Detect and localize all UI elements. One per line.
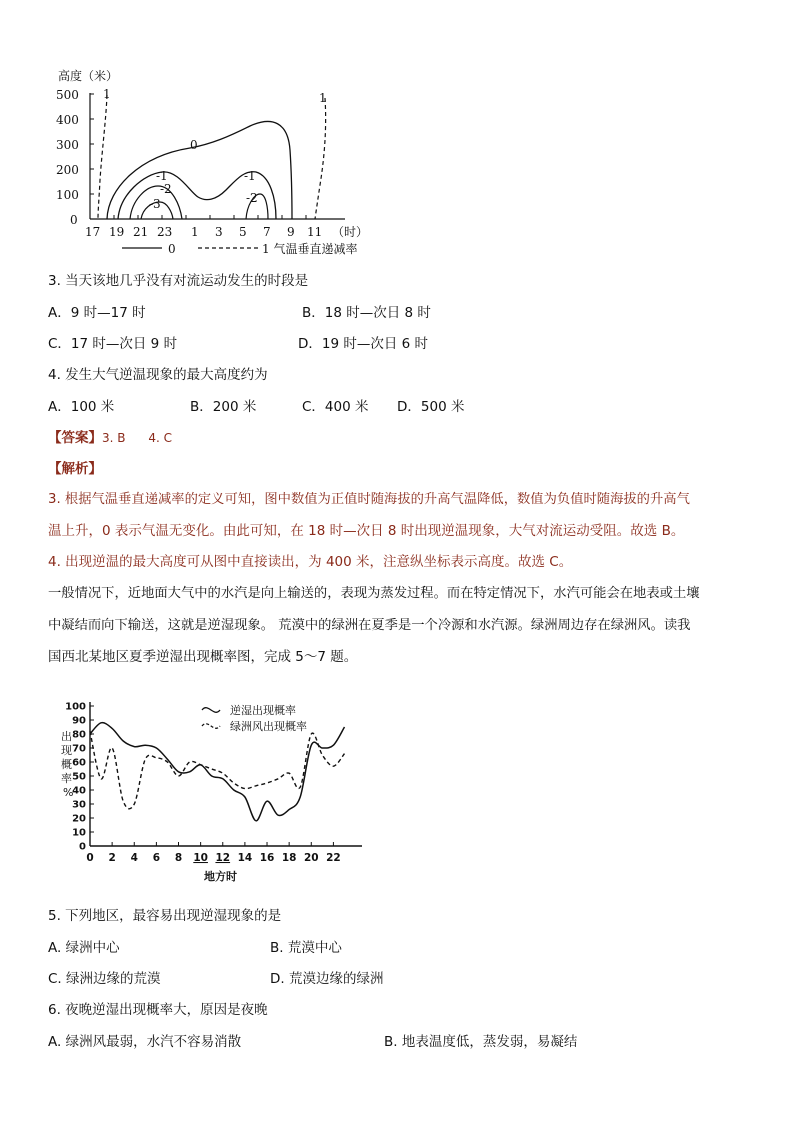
chart2-xtick-label: 22 [326, 852, 341, 864]
chart1-xtick: 21 [133, 225, 149, 239]
chart2-ytick-label: 30 [72, 799, 86, 811]
chart2-ytick-label: 10 [72, 827, 86, 839]
q3-option-b: B．18 时—次日 8 时 [302, 305, 431, 321]
legend-dashed-label: 1 气温垂直递减率 [262, 242, 358, 256]
chart2-ylabel-char: 现 [61, 744, 72, 757]
chart1-ytick: 500 [56, 88, 79, 102]
contour-label: -1 [244, 169, 256, 183]
chart2-xtick-label: 4 [130, 852, 138, 864]
chart1-legend [122, 241, 357, 256]
chart2-xtick-label: 14 [237, 852, 253, 864]
q4-option-d: D．500 米 [397, 399, 465, 415]
q3-stem: 3. 当天该地几乎没有对流运动发生的时段是 [48, 273, 309, 289]
intro-line3: 国西北某地区夏季逆湿出现概率图，完成 5～7 题。 [48, 649, 358, 665]
q4-option-a: A．100 米 [48, 399, 115, 415]
q4-option-b: B．200 米 [190, 399, 257, 415]
q6-option-b: B. 地表温度低，蒸发弱，易凝结 [384, 1034, 578, 1050]
chart2-ytick-label: 50 [72, 771, 86, 783]
q3-option-c: C．17 时—次日 9 时 [48, 336, 178, 352]
q3-option-d: D．19 时—次日 6 时 [298, 336, 429, 352]
analysis-p4: 4. 出现逆温的最大高度可从图中直接读出，为 400 米，注意纵坐标表示高度。故选 C。 [48, 554, 573, 570]
chart1-xtick: 1 [191, 225, 199, 239]
chart2-ytick-label: 0 [79, 841, 86, 853]
chart2-ylabel-char: 出 [61, 730, 72, 743]
contour-label: 0 [190, 138, 198, 152]
q6-option-a: A. 绿洲风最弱，水汽不容易消散 [48, 1034, 242, 1050]
chart2-ylabel-char: 概 [61, 758, 72, 771]
legend-dashed-label: 绿洲风出现概率 [230, 720, 307, 733]
chart2-xlabel: 地方时 [204, 870, 237, 883]
chart2-xtick-label: 12 [215, 852, 231, 864]
chart1-xtick: 23 [157, 225, 173, 239]
answer-block [48, 429, 172, 447]
contour-label: -3 [149, 197, 161, 211]
inverse-humidity-probability-chart [50, 690, 380, 890]
contour-label: -2 [246, 191, 258, 205]
chart2-ylabel-char: 率 [61, 772, 72, 785]
chart2-ytick-label: 70 [72, 743, 86, 755]
chart2-ytick-label: 90 [72, 715, 86, 727]
contour-one-right [315, 98, 326, 219]
q5-option-c: C. 绿洲边缘的荒漠 [48, 971, 161, 987]
q3-option-a: A．9 时—17 时 [48, 305, 146, 321]
analysis-label: 【解析】 [48, 461, 102, 477]
chart2-xtick-label: 10 [193, 852, 208, 864]
chart1-xunit: （时） [332, 225, 369, 239]
analysis-p3-line1: 3. 根据气温垂直递减率的定义可知，图中数值为正值时随海拔的升高气温降低，数值为负值时随海拔的升高气 [48, 492, 690, 507]
chart1-xtick: 19 [109, 225, 125, 239]
chart1-ytick: 200 [56, 163, 79, 177]
q5-option-a: A. 绿洲中心 [48, 940, 120, 956]
chart2-ytick-label: 20 [72, 813, 86, 825]
legend-solid-label: 逆湿出现概率 [230, 704, 296, 717]
contour-label: 1 [103, 87, 111, 101]
analysis-p3-line2: 温上升，0 表示气温无变化。由此可知，在 18 时—次日 8 时出现逆温现象，大气对流运动受阻。故选 B。 [48, 523, 685, 539]
chart2-xtick-label: 18 [281, 852, 297, 864]
contour-one-left [98, 95, 107, 219]
chart1-xtick: 9 [287, 225, 295, 239]
answer-value: 3. B 4. C [102, 431, 173, 445]
chart2-ytick-label: 80 [72, 729, 86, 741]
contour-label: -2 [160, 182, 172, 196]
chart2-ytick-label: 60 [72, 757, 86, 769]
chart2-xtick-label: 8 [174, 852, 183, 864]
chart2-xtick-label: 16 [259, 852, 275, 864]
chart1-xtick: 5 [239, 225, 247, 239]
chart1-xtick: 17 [85, 225, 101, 239]
q5-option-b: B. 荒漠中心 [270, 940, 342, 956]
chart1-xtick: 3 [215, 225, 223, 239]
answer-label: 【答案】 [48, 430, 102, 446]
chart1-xtick: 7 [263, 225, 271, 239]
chart1-ylabel: 高度（米） [58, 69, 119, 83]
chart2-ylabel-char: % [63, 786, 74, 799]
chart2-xtick-label: 6 [152, 852, 161, 864]
q4-option-c: C．400 米 [302, 399, 369, 415]
chart1-y-ticks [56, 88, 94, 227]
chart2-legend [202, 703, 307, 733]
chart1-ytick: 300 [56, 138, 79, 152]
chart2-xtick-label: 20 [303, 852, 319, 864]
chart2-xtick-label: 0 [86, 852, 94, 864]
chart2-x-ticks [86, 842, 340, 864]
series-line-inverse-humidity [90, 723, 345, 821]
chart2-xtick-label: 2 [108, 852, 116, 864]
chart1-xtick: 11 [307, 225, 323, 239]
legend-solid-label: 0 [168, 242, 176, 256]
chart1-ytick: 0 [70, 213, 78, 227]
q5-stem: 5. 下列地区，最容易出现逆湿现象的是 [48, 908, 282, 924]
chart2-ytick-label: 100 [65, 701, 86, 713]
chart2-ytick-label: 40 [72, 785, 86, 797]
q4-stem: 4. 发生大气逆温现象的最大高度约为 [48, 367, 268, 383]
q6-stem: 6. 夜晚逆湿出现概率大，原因是夜晚 [48, 1002, 268, 1018]
contour-label: -1 [156, 169, 168, 183]
chart1-ytick: 100 [56, 188, 79, 202]
chart1-ytick: 400 [56, 113, 79, 127]
temperature-lapse-rate-chart [40, 60, 400, 260]
q5-option-d: D. 荒漠边缘的绿洲 [270, 971, 384, 987]
intro-line1: 一般情况下，近地面大气中的水汽是向上输送的，表现为蒸发过程。而在特定情况下，水汽可能会在地表或土壤 [48, 586, 700, 601]
contour-label: 1 [319, 91, 327, 105]
intro-line2: 中凝结而向下输送，这就是逆湿现象。 荒漠中的绿洲在夏季是一个冷源和水汽源。绿洲周边存在绿洲风。读我 [48, 618, 691, 633]
